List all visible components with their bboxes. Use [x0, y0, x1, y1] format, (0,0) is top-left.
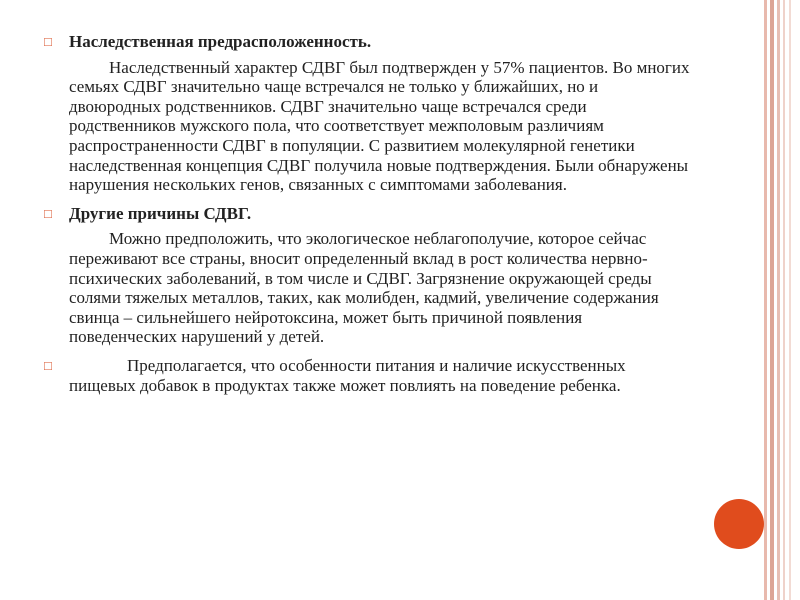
- bullet-item-other-causes: [44, 204, 694, 347]
- decorative-stripe: [770, 0, 774, 600]
- decorative-stripe: [777, 0, 780, 600]
- decorative-stripe: [789, 0, 791, 600]
- slide-content: [44, 32, 694, 404]
- square-bullet-icon: □: [44, 205, 52, 221]
- bullet-item-heredity: [44, 32, 694, 195]
- section-paragraph-other-causes: Можно предположить, что экологическое неблагополучие, которое сейчас переживают все страны, вносит определенный вклад в рост количества нервно-психических заболеваний, в том числе и СДВГ. Загрязнение окружающей среды солями тяжелых металлов, таких, как молибден, кадмий, увеличение содержания свинца – сильнейшего нейротоксина, может быть причиной появления поведенческих нарушений у детей.: [69, 229, 659, 347]
- decorative-stripe: [783, 0, 785, 600]
- section-heading-other-causes: Другие причины СДВГ.: [69, 203, 252, 223]
- square-bullet-icon: □: [44, 34, 52, 49]
- section-heading-heredity: Наследственная предрасположенность.: [69, 32, 372, 51]
- square-bullet-icon: □: [44, 357, 52, 373]
- bullet-item-nutrition: [44, 356, 694, 395]
- section-paragraph-nutrition: Предполагается, что особенности питания и наличие искусственных пищевых добавок в продуктах также может повлиять на поведение ребенка.: [69, 355, 626, 395]
- decorative-stripe: [764, 0, 767, 600]
- section-paragraph-heredity: Наследственный характер СДВГ был подтвержден у 57% пациентов. Во многих семьях СДВГ значительно чаще встречался не только у ближайших, но и двоюродных родственников. СДВГ значительно чаще встречался среди родственников мужского пола, что соответствует межполовым различиям распространенности СДВГ в популяции. С развитием молекулярной генетики наследственная концепция СДВГ получила новые подтверждения. Были обнаружены нарушения нескольких генов, связанных с симптомами заболевания.: [69, 57, 690, 195]
- decorative-circle: [714, 499, 764, 549]
